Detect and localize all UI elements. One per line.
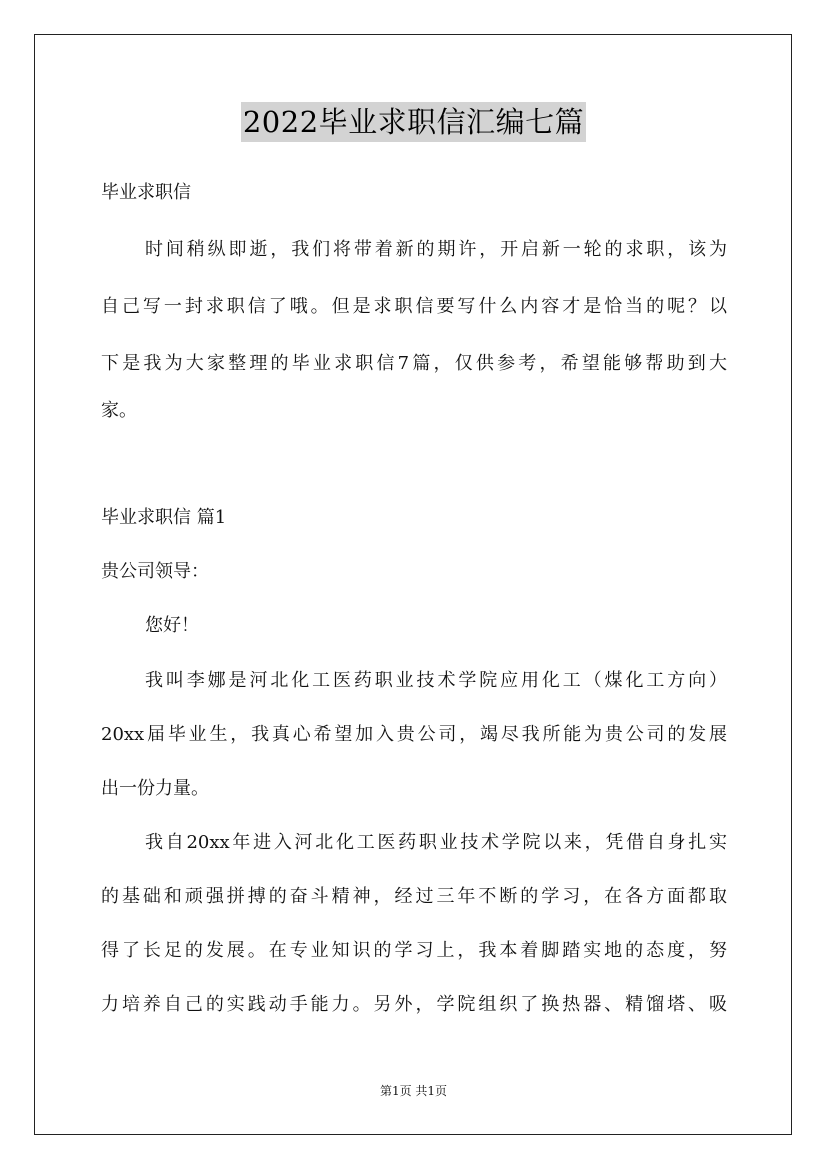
section-heading: 毕业求职信 <box>101 182 191 203</box>
paragraph-line: 力培养自己的实践动手能力。另外，学院组织了换热器、精馏塔、吸 <box>101 994 727 1015</box>
salutation: 贵公司领导： <box>101 561 209 582</box>
paragraph-line: 我自20xx年进入河北化工医药职业技术学院以来，凭借自身扎实 <box>145 832 727 853</box>
title-container <box>0 102 827 142</box>
letter-heading: 毕业求职信 篇1 <box>101 507 227 528</box>
paragraph-line: 我叫李娜是河北化工医药职业技术学院应用化工（煤化工方向） <box>145 670 727 691</box>
paragraph-line: 20xx届毕业生，我真心希望加入贵公司，竭尽我所能为贵公司的发展 <box>101 724 727 745</box>
document-title: 2022毕业求职信汇编七篇 <box>241 102 586 142</box>
paragraph-line: 出一份力量。 <box>101 778 209 799</box>
paragraph-line: 自己写一封求职信了哦。但是求职信要写什么内容才是恰当的呢？以 <box>101 296 727 317</box>
paragraph-line: 下是我为大家整理的毕业求职信7篇，仅供参考，希望能够帮助到大 <box>101 353 727 374</box>
page-footer: 第1页 共1页 <box>379 1084 448 1098</box>
paragraph-line: 得了长足的发展。在专业知识的学习上，我本着脚踏实地的态度，努 <box>101 940 727 961</box>
paragraph-line: 的基础和顽强拼搏的奋斗精神，经过三年不断的学习，在各方面都取 <box>101 886 727 907</box>
paragraph-line: 时间稍纵即逝，我们将带着新的期许，开启新一轮的求职，该为 <box>145 239 727 260</box>
paragraph-line: 家。 <box>101 400 137 421</box>
greeting: 您好！ <box>145 615 199 636</box>
